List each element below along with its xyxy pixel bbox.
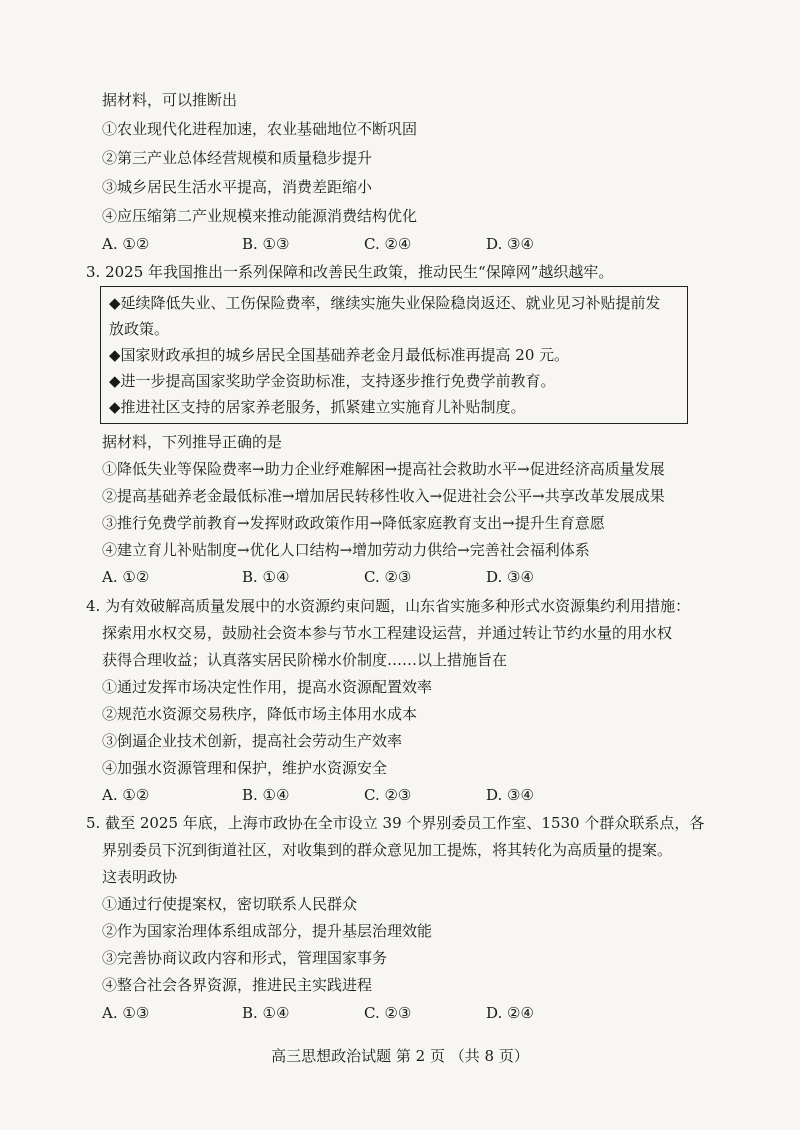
- q3-stem: 3. 2025 年我国推出一系列保障和改善民生政策，推动民生“保障网”越织越牢。: [86, 263, 614, 281]
- q4-option-a[interactable]: A. ①②: [102, 786, 150, 804]
- q4-options: [102, 785, 562, 805]
- q3-option-a[interactable]: A. ①②: [102, 568, 150, 586]
- q5-option-a[interactable]: A. ①③: [102, 1004, 150, 1022]
- q2-item-2: ②第三产业总体经营规模和质量稳步提升: [102, 149, 373, 167]
- q2-options: [102, 234, 562, 254]
- q4-stem-line-3: 获得合理收益；认真落实居民阶梯水价制度……以上措施旨在: [102, 651, 508, 669]
- q5-item-2: ②作为国家治理体系组成部分，提升基层治理效能: [102, 922, 433, 940]
- q5-stem-line-2: 界别委员下沉到街道社区，对收集到的群众意见加工提炼，将其转化为高质量的提案。: [102, 841, 673, 859]
- q3-box-line-5: ◆推进社区支持的居家养老服务，抓紧建立实施育儿补贴制度。: [109, 398, 526, 416]
- q5-item-4: ④整合社会各界资源，推进民主实践进程: [102, 976, 373, 994]
- q4-option-c[interactable]: C. ②③: [364, 786, 412, 804]
- q2-item-1: ①农业现代化进程加速，农业基础地位不断巩固: [102, 120, 418, 138]
- q3-item-3: ③推行免费学前教育→发挥财政政策作用→降低家庭教育支出→提升生育意愿: [102, 514, 605, 532]
- q4-item-1: ①通过发挥市场决定性作用，提高水资源配置效率: [102, 678, 433, 696]
- q5-option-c[interactable]: C. ②③: [364, 1004, 412, 1022]
- q2-option-b[interactable]: B. ①③: [242, 235, 290, 253]
- q5-option-b[interactable]: B. ①④: [242, 1004, 290, 1022]
- q5-item-1: ①通过行使提案权，密切联系人民群众: [102, 895, 358, 913]
- q2-option-d[interactable]: D. ③④: [486, 235, 534, 253]
- q3-option-c[interactable]: C. ②③: [364, 568, 412, 586]
- q3-item-2: ②提高基础养老金最低标准→增加居民转移性收入→促进社会公平→共享改革发展成果: [102, 487, 665, 505]
- q5-stem-line-3: 这表明政协: [102, 868, 178, 886]
- q3-item-4: ④建立育儿补贴制度→优化人口结构→增加劳动力供给→完善社会福利体系: [102, 541, 590, 559]
- q4-option-d[interactable]: D. ③④: [486, 786, 534, 804]
- q2-option-c[interactable]: C. ②④: [364, 235, 412, 253]
- q2-option-a[interactable]: A. ①②: [102, 235, 150, 253]
- q2-item-4: ④应压缩第二产业规模来推动能源消费结构优化: [102, 207, 418, 225]
- q2-item-3: ③城乡居民生活水平提高，消费差距缩小: [102, 178, 373, 196]
- q3-box-line-4: ◆进一步提高国家奖助学金资助标准，支持逐步推行免费学前教育。: [109, 372, 556, 390]
- q5-option-d[interactable]: D. ②④: [486, 1004, 534, 1022]
- q4-item-2: ②规范水资源交易秩序，降低市场主体用水成本: [102, 705, 418, 723]
- q5-item-3: ③完善协商议政内容和形式，管理国家事务: [102, 949, 388, 967]
- q5-stem-line-1: 5. 截至 2025 年底，上海市政协在全市设立 39 个界别委员工作室、1530 个群众联系点，各: [86, 814, 705, 832]
- q4-item-4: ④加强水资源管理和保护，维护水资源安全: [102, 759, 388, 777]
- q5-options: [102, 1003, 562, 1023]
- q3-question: 据材料，下列推导正确的是: [102, 433, 283, 451]
- q3-option-d[interactable]: D. ③④: [486, 568, 534, 586]
- q4-item-3: ③倒逼企业技术创新，提高社会劳动生产效率: [102, 732, 403, 750]
- q3-item-1: ①降低失业等保险费率→助力企业纾难解困→提高社会救助水平→促进经济高质量发展: [102, 460, 665, 478]
- q4-stem-line-2: 探索用水权交易，鼓励社会资本参与节水工程建设运营，并通过转让节约水量的用水权: [102, 624, 673, 642]
- q3-options: [102, 567, 562, 587]
- q2-stem-tail: 据材料，可以推断出: [102, 91, 238, 109]
- q3-material-box: [100, 286, 688, 424]
- q4-stem-line-1: 4. 为有效破解高质量发展中的水资源约束问题，山东省实施多种形式水资源集约利用措施：: [86, 597, 691, 615]
- q4-option-b[interactable]: B. ①④: [242, 786, 290, 804]
- q3-box-line-1: ◆延续降低失业、工伤保险费率，继续实施失业保险稳岗返还、就业见习补贴提前发: [109, 294, 661, 312]
- page-footer: 高三思想政治试题 第 2 页 （共 8 页）: [271, 1047, 529, 1065]
- q3-box-line-2: 放政策。: [109, 320, 170, 338]
- q3-box-line-3: ◆国家财政承担的城乡居民全国基础养老金月最低标准再提高 20 元。: [109, 346, 570, 364]
- q3-option-b[interactable]: B. ①④: [242, 568, 290, 586]
